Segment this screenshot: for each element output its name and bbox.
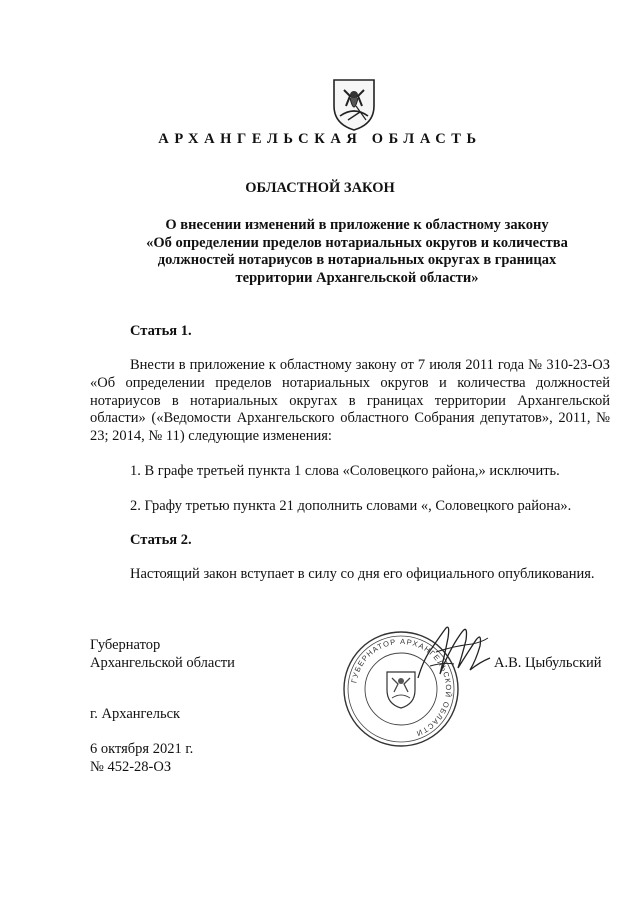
article-1-item-1: 1. В графе третьей пункта 1 слова «Соловецкого района,» исключить.: [130, 463, 560, 479]
handwritten-signature-icon: [410, 618, 500, 690]
city: г. Архангельск: [90, 706, 181, 722]
title-line: «Об определении пределов нотариальных округов и количества: [146, 234, 568, 251]
governor-position: Губернатор: [90, 637, 161, 653]
article-2-text: Настоящий закон вступает в силу со дня его официального опубликования.: [130, 566, 595, 582]
article-1-intro: Внести в приложение к областному закону от 7 июля 2011 года № 310-23-ОЗ «Об определении пределов нотариальных округов и количества должностей нотариусов в нотариальных округах в границах территории Архангельской области» («Ведомости Архангельского областного Собрания депутатов», 2011, № 23; 2014, № 11) следующие изменения:: [90, 357, 610, 445]
title-line: территории Архангельской области»: [235, 269, 479, 286]
title-line: О внесении изменений в приложение к областному закону: [165, 217, 549, 233]
article-1-heading: Статья 1.: [130, 323, 192, 339]
region-heading: АРХАНГЕЛЬСКАЯ ОБЛАСТЬ: [158, 131, 482, 147]
document-type: ОБЛАСТНОЙ ЗАКОН: [245, 180, 395, 196]
law-number: № 452-28-ОЗ: [90, 759, 172, 775]
coat-of-arms-icon: [330, 76, 378, 132]
date: 6 октября 2021 г.: [90, 741, 194, 757]
seal-text: ГУБЕРНАТОР АРХАНГЕЛЬСКОЙ ОБЛАСТИ: [349, 636, 454, 739]
document-title: [100, 217, 614, 287]
governor-region: Архангельской области: [90, 655, 235, 671]
governor-name: А.В. Цыбульский: [494, 655, 602, 671]
article-1-item-2: 2. Графу третью пункта 21 дополнить словами «, Соловецкого района».: [130, 498, 572, 514]
article-2-heading: Статья 2.: [130, 532, 192, 548]
title-line: должностей нотариусов в нотариальных округах в границах: [157, 252, 557, 268]
